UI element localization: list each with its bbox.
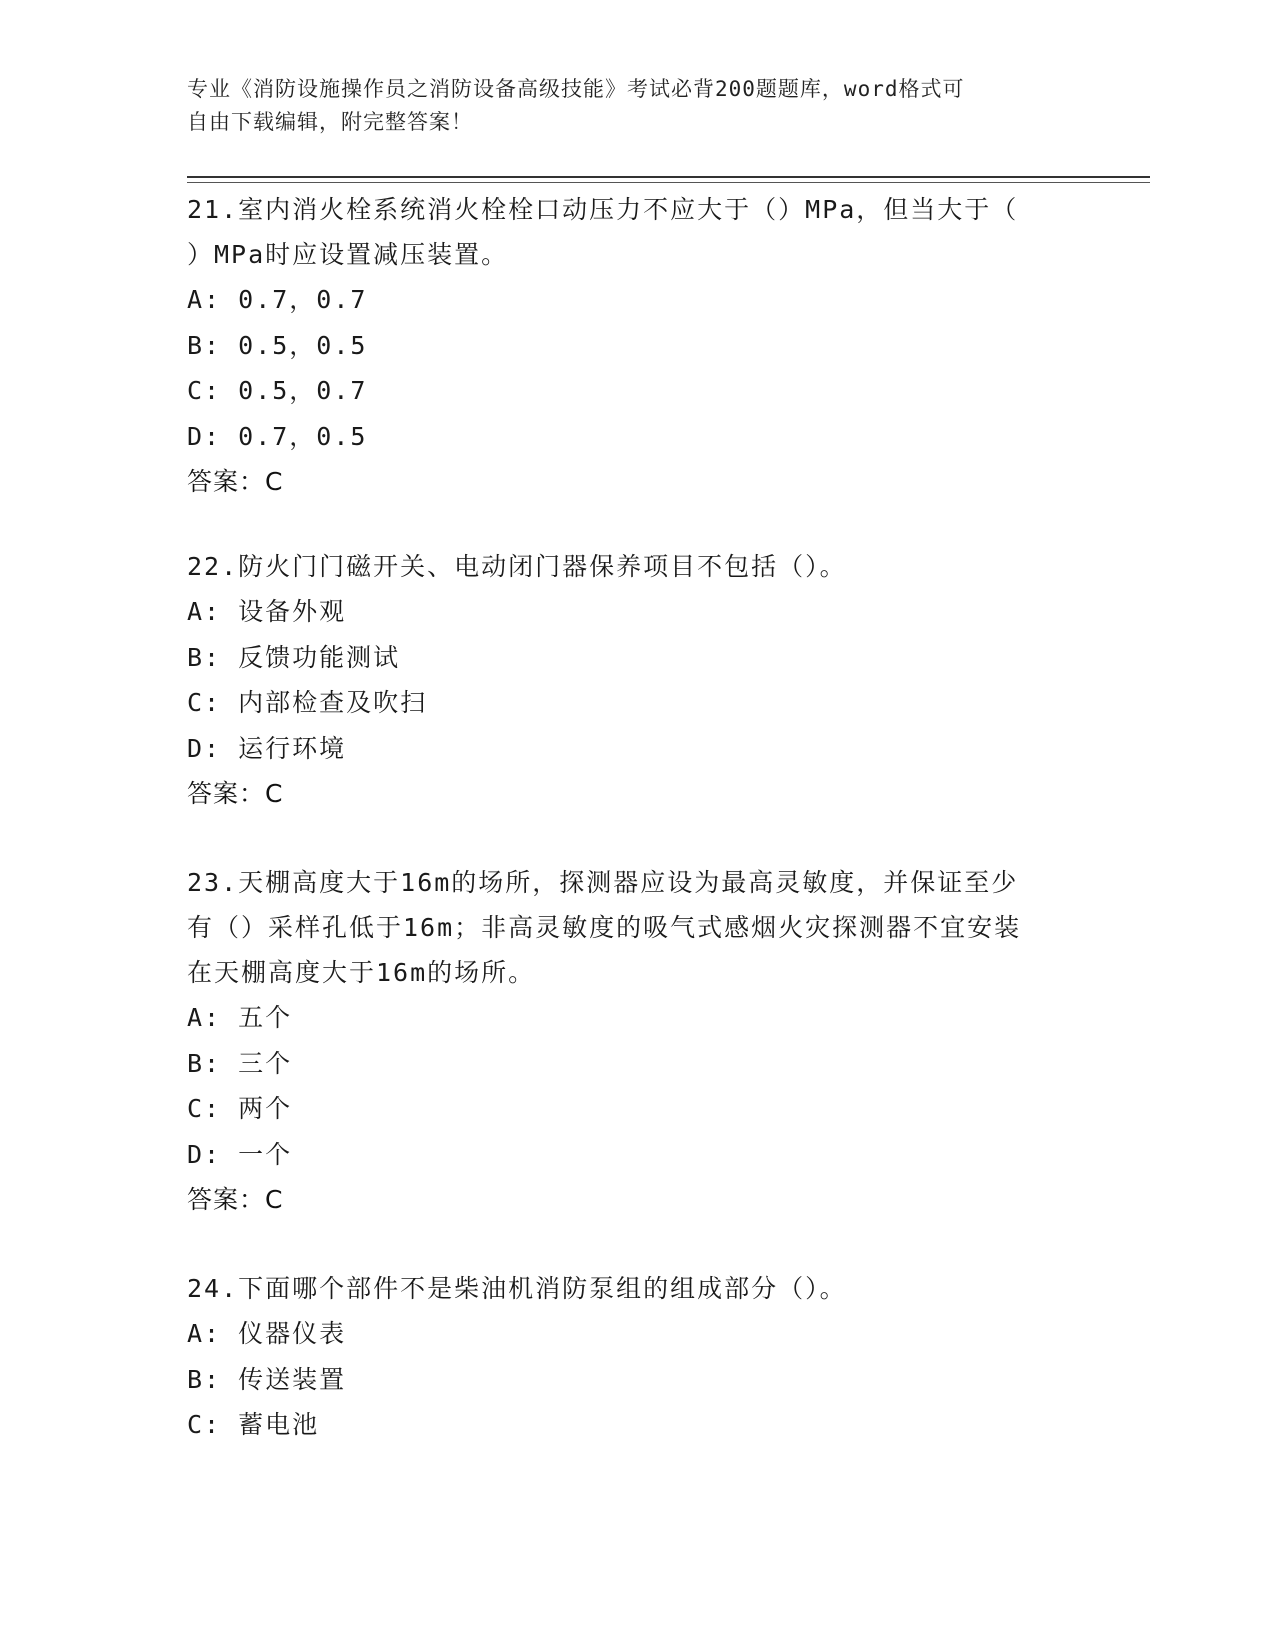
option-a: A: 设备外观 xyxy=(187,597,347,626)
answer-line: 答案：C xyxy=(187,779,284,808)
question-stem-line: 21.室内消火栓系统消火栓栓口动压力不应大于（）MPa，但当大于（ xyxy=(187,195,1019,224)
option-a: A: 0.7，0.7 xyxy=(187,285,368,314)
answer-line: 答案：C xyxy=(187,1185,284,1214)
question-stem-line: 23.天棚高度大于16m的场所，探测器应设为最高灵敏度，并保证至少 xyxy=(187,868,1019,897)
question-23 xyxy=(187,860,1087,1222)
question-stem-line: 有（）采样孔低于16m；非高灵敏度的吸气式感烟火灾探测器不宜安装 xyxy=(187,913,1022,942)
option-a: A: 五个 xyxy=(187,1003,293,1032)
option-d: D: 0.7，0.5 xyxy=(187,421,368,451)
option-b: B: 0.5，0.5 xyxy=(187,330,368,360)
option-c: C: 蓄电池 xyxy=(187,1410,320,1439)
question-24 xyxy=(187,1266,1087,1448)
answer-line: 答案：C xyxy=(187,467,284,496)
option-d: D: 一个 xyxy=(187,1139,293,1169)
question-21 xyxy=(187,187,1087,504)
option-c: C: 两个 xyxy=(187,1094,293,1123)
option-d: D: 运行环境 xyxy=(187,733,347,763)
header-divider-thick xyxy=(187,176,1150,178)
question-stem-line: 24.下面哪个部件不是柴油机消防泵组的组成部分（）。 xyxy=(187,1274,847,1303)
option-b: B: 传送装置 xyxy=(187,1364,347,1394)
question-stem-line: 22.防火门门磁开关、电动闭门器保养项目不包括（）。 xyxy=(187,552,847,581)
question-22 xyxy=(187,544,1087,816)
option-c: C: 内部检查及吹扫 xyxy=(187,688,428,717)
header-divider-thin xyxy=(187,182,1150,183)
option-b: B: 三个 xyxy=(187,1048,293,1078)
option-c: C: 0.5，0.7 xyxy=(187,376,368,405)
header-line-1: 专业《消防设施操作员之消防设备高级技能》考试必背200题题库，word格式可 xyxy=(187,77,965,101)
question-stem-line: 在天棚高度大于16m的场所。 xyxy=(187,958,536,987)
option-b: B: 反馈功能测试 xyxy=(187,642,401,672)
question-stem-line: ）MPa时应设置减压装置。 xyxy=(187,240,509,269)
document-header xyxy=(187,73,1067,139)
header-line-2: 自由下载编辑，附完整答案！ xyxy=(187,110,473,134)
option-a: A: 仪器仪表 xyxy=(187,1319,347,1348)
